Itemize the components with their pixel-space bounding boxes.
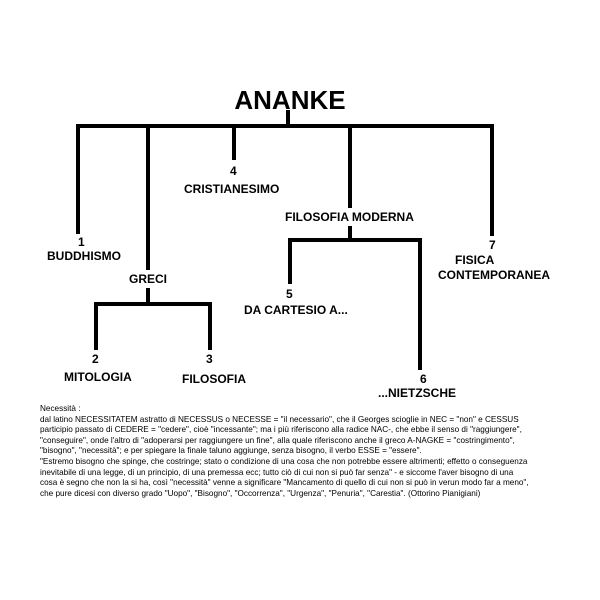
node-mitologia xyxy=(56,352,146,384)
node-label: GRECI xyxy=(128,272,167,286)
notes-line: participio passato di CEDERE = "cedere", cioè "incessante"; ma i più riferiscono alla radice NAC-, che ebbe il senso di "raggiungere", xyxy=(40,425,522,435)
node-label: DA CARTESIO A... xyxy=(244,303,348,317)
notes-line: "conseguire", onde l'altro di "adoperarsi per raggiungere un fine", alla quale riferiscono anche il greco A-NAGKE = "costringimento", xyxy=(40,435,515,445)
notes-line: inevitabile di una legge, di un principio, di una premessa ecc; tutto ciò di cui non si può far senza" - e siccome l'aver bisogno di una xyxy=(40,467,514,477)
node-buddhismo xyxy=(38,235,128,263)
notes-line: dal latino NECESSITATEM astratto di NECESSUS o NECESSE = "il necessario", che il Georges scioglie in NEC = "non" e CESSUS xyxy=(40,414,519,424)
node-number: 6 xyxy=(420,372,427,386)
node-nietzsche xyxy=(378,372,478,400)
node-label: FILOSOFIA MODERNA xyxy=(285,210,414,224)
node-filosofia-moderna xyxy=(285,210,435,224)
node-label: MITOLOGIA xyxy=(64,370,132,384)
etymology-notes xyxy=(40,404,580,499)
node-label: BUDDHISMO xyxy=(47,249,121,263)
node-da-cartesio xyxy=(244,287,364,317)
node-label-line2: CONTEMPORANEA xyxy=(438,268,551,282)
node-fisica xyxy=(438,238,558,282)
node-label: CRISTIANESIMO xyxy=(184,182,280,196)
notes-line: "bisogno", "necessità"; e per spiegare la finale taluno aggiunge, senza bisogno, il verbo ESSE = "essere". xyxy=(40,446,422,456)
node-label: FILOSOFIA xyxy=(182,372,246,386)
node-number: 3 xyxy=(206,352,213,366)
node-cristianesimo xyxy=(180,164,290,196)
node-filosofia xyxy=(176,352,266,386)
notes-line: Necessità : xyxy=(40,404,81,413)
node-number: 5 xyxy=(286,287,293,301)
node-number: 2 xyxy=(92,352,99,366)
node-label: ...NIETZSCHE xyxy=(378,386,457,400)
diagram-title: ANANKE xyxy=(234,85,346,115)
node-greci xyxy=(118,272,178,286)
notes-line: che pure dicesi con diverso grado "Uopo", "Bisogno", "Occorrenza", "Urgenza", "Penuria", "Carestia". (Ottorino Pianigiani) xyxy=(40,488,481,498)
notes-line: cosa è segno che non la si ha, così "necessità" venne a significare "Mancamento di quello di cui non si può in verun modo far a meno", xyxy=(40,478,529,488)
node-number: 1 xyxy=(78,235,85,249)
notes-line: "Estremo bisogno che spinge, che costringe; stato o condizione di una cosa che non potrebbe essere altrimenti; effetto o conseguenza xyxy=(40,456,528,466)
node-number: 4 xyxy=(230,164,237,178)
node-label-line1: FISICA xyxy=(455,253,495,267)
node-number: 7 xyxy=(489,238,496,252)
